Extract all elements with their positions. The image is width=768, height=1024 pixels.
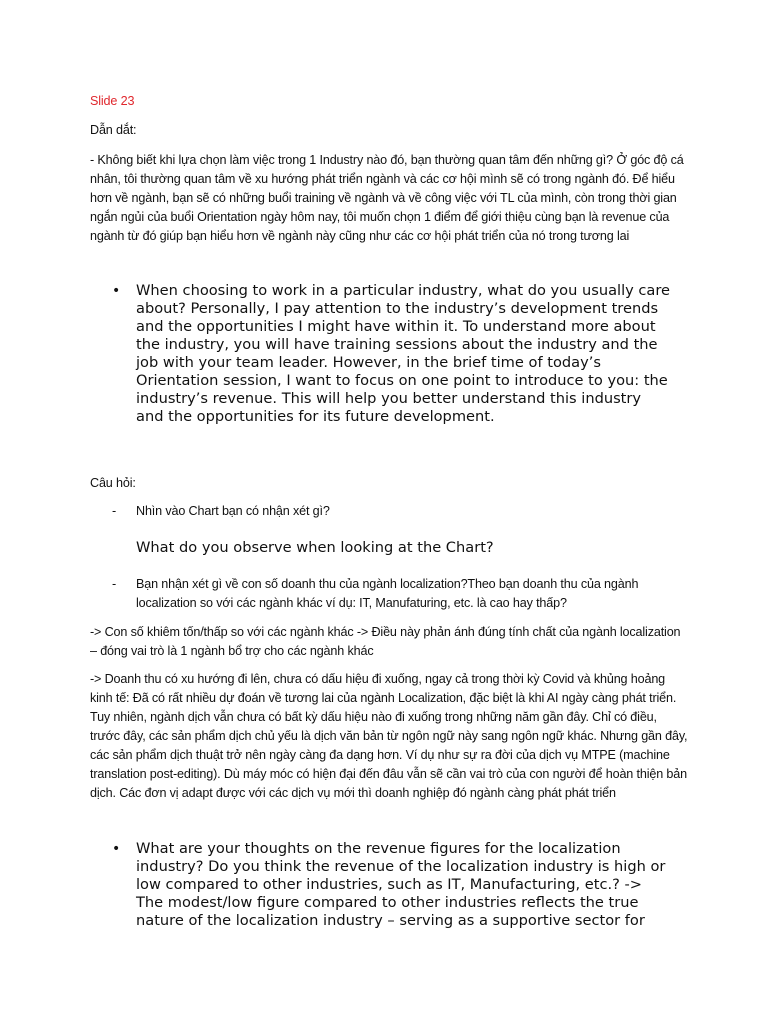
question-text: Bạn nhận xét gì về con số doanh thu của ngành localization?Theo bạn doanh thu của ngành localization so với các ngành khác ví dụ: IT, Manufaturing, etc. là cao hay thấp? bbox=[136, 577, 639, 610]
answers-english-bullet bbox=[112, 840, 672, 930]
question-item bbox=[112, 575, 672, 613]
question-english-text: What do you observe when looking at the Chart? bbox=[136, 539, 494, 556]
answer-paragraph: -> Con số khiêm tốn/thấp so với các ngành khác -> Điều này phản ánh đúng tính chất của ngành localization – đóng vai trò là 1 ngành bổ trợ cho các ngành khác bbox=[90, 625, 681, 658]
intro-paragraph: - Không biết khi lựa chọn làm việc trong 1 Industry nào đó, bạn thường quan tâm đến những gì? Ở góc độ cá nhân, tôi thường quan tâm về xu hướng phát triển ngành và các cơ hội mình sẽ có trong ngành đó. Để hiểu hơn về ngành, bạn sẽ có những buổi training về ngành và về công việc với TL của mình, còn trong thời gian ngắn ngủi của buổi Orientation ngày hôm nay, tôi muốn chọn 1 điểm để giới thiệu cùng bạn là revenue của ngành từ đó giúp bạn hiểu hơn về ngành này cũng như các cơ hội phát triển của nó trong tương lai bbox=[90, 153, 684, 243]
intro-english-bullet bbox=[112, 282, 672, 426]
answer-paragraph: -> Doanh thu có xu hướng đi lên, chưa có dấu hiệu đi xuống, ngay cả trong thời kỳ Covid và khủng hoảng kinh tế: Đã có rất nhiều dự đoán về tương lai của ngành Localization, đặc biệt là khi AI ngày càng phát triển. Tuy nhiên, ngành dịch vẫn chưa có bất kỳ dấu hiệu nào đi xuống trong những năm gần đây. Chỉ có điều, trước đây, các sản phẩm dịch chủ yếu là dịch văn bản từ ngôn ngữ này sang ngôn ngữ khác. Nhưng gần đây, các sản phẩm dịch thuật trở nên ngày càng đa dạng hơn. Ví dụ như sự ra đời của dịch vụ MTPE (machine translation post-editing). Dù máy móc có hiện đại đến đâu vẫn sẽ cần vai trò của con người để hoàn thiện bản dịch. Các đơn vị adapt được với các dịch vụ mới thì doanh nghiệp đó ngành càng phát phát triển bbox=[90, 672, 688, 800]
dash-marker: - bbox=[112, 577, 117, 591]
answers-english-text: What are your thoughts on the revenue figures for the localization industry? Do you think the revenue of the localization industry is high or low compared to other industries, such as IT, Manufacturing, etc.? -> The modest/low figure compared to other industries reflects the true nature of the localization industry – serving as a supportive sector for bbox=[136, 840, 666, 929]
questions-label: Câu hỏi: bbox=[90, 476, 136, 490]
dash-marker: - bbox=[112, 504, 117, 518]
slide-title: Slide 23 bbox=[90, 94, 135, 108]
question-text: Nhìn vào Chart bạn có nhận xét gì? bbox=[136, 504, 330, 518]
bullet-icon: • bbox=[112, 283, 121, 299]
bullet-icon: • bbox=[112, 841, 121, 857]
intro-english-text: When choosing to work in a particular industry, what do you usually care about? Personally, I pay attention to the industry’s development trends and the opportunities I might have within it. To understand more about the industry, you will have training sessions about the industry and the job with your team leader. However, in the brief time of today’s Orientation session, I want to focus on one point to introduce to you: the industry’s revenue. This will help you better understand this industry and the opportunities for its future development. bbox=[136, 282, 671, 425]
intro-label: Dẫn dắt: bbox=[90, 123, 137, 137]
question-item bbox=[112, 502, 672, 521]
